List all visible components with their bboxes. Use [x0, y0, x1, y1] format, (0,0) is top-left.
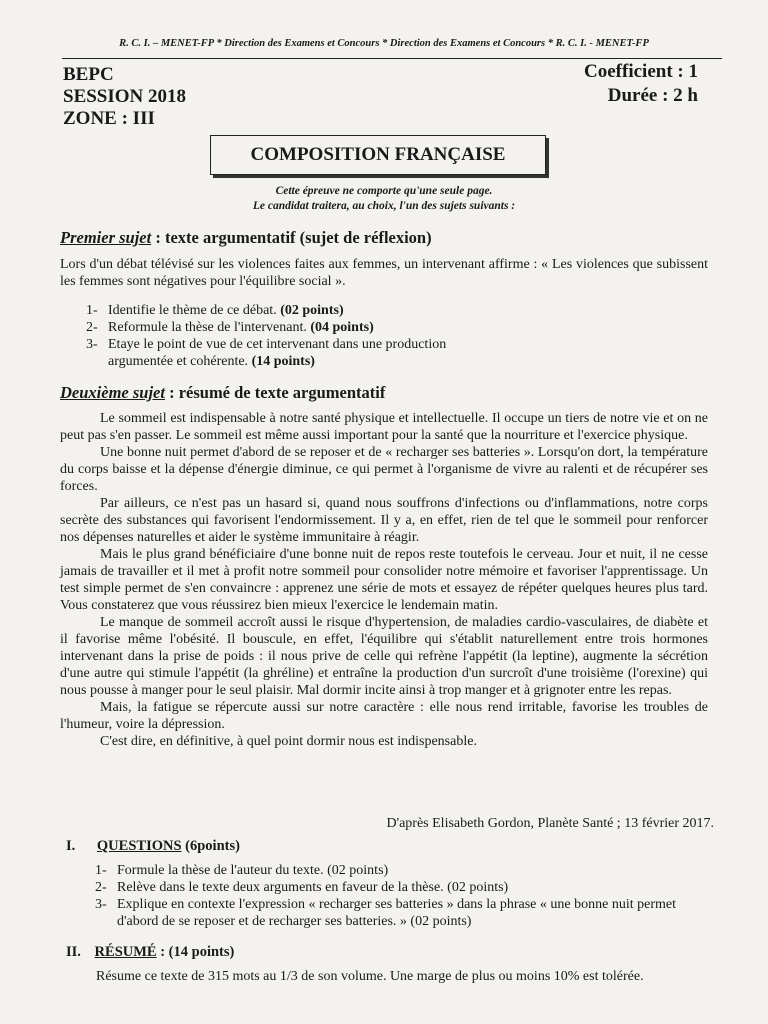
subject2-heading — [60, 383, 385, 403]
subject1-heading — [60, 228, 432, 248]
coefficient: Coefficient : 1 — [584, 61, 698, 82]
questions-points: (6points) — [181, 838, 240, 854]
list-item: 1- Formule la thèse de l'auteur du texte. (02 points) — [95, 863, 389, 878]
exam-name: BEPC — [63, 64, 114, 85]
subject2-title: : résumé de texte argumentatif — [164, 383, 386, 402]
subject1-questions — [86, 302, 706, 370]
page-title: COMPOSITION FRANÇAISE — [250, 144, 506, 165]
subject1-prompt: Lors d'un débat télévisé sur les violences faites aux femmes, un intervenant affirme : « Les violences que subissent les femmes sont négatives pour l'équilibre social ». — [60, 257, 708, 289]
questions-label: QUESTIONS — [96, 838, 182, 854]
text-paragraph: Par ailleurs, ce n'est pas un hasard si, quand nous souffrons d'infections ou d'inflammations, notre corps secrète des substances qui favorisent l'endormissement. Il y a, en effet, rien de tel que le sommeil pour renforcer nos dépenses naturelles et aider le système immunitaire à réagir. — [60, 496, 708, 545]
banner-divider — [62, 58, 722, 59]
page-title-box — [210, 135, 546, 175]
text-paragraph: Le manque de sommeil accroît aussi le risque d'hypertension, de maladies cardio-vasculaires, de diabète et il favorise même l'obésité. Il bouscule, en effet, l'équilibre qui s'établit naturellement entre trois hormones intervenant dans la prise de poids : il nous prive de celle qui refrène l'appétit (la leptine), augmente la sécrétion d'une autre qui stimule l'appétit (la ghréline) et entraîne la production d'un surcroît d'une troisième (l'orexine) qui nous pousse à manger pour le seul plaisir. Mal dormir incite ainsi à trop manger et à grignoter entre les repas. — [60, 615, 708, 698]
text-source: D'après Elisabeth Gordon, Planète Santé ; 13 février 2017. — [386, 816, 714, 831]
instructions — [0, 184, 768, 214]
list-item: 3- Explique en contexte l'expression « recharger ses batteries » dans la phrase « une bonne nuit permet d'abord de se reposer et de recharger ses batteries. » (02 points) — [95, 897, 676, 929]
exam-meta — [584, 60, 698, 108]
questions-roman: I. — [66, 838, 76, 854]
instruction-line-1: Cette épreuve ne comporte qu'une seule page. — [275, 185, 493, 197]
list-item: 2- Reformule la thèse de l'intervenant. (04 points) — [86, 320, 374, 335]
resume-instruction: Résume ce texte de 315 mots au 1/3 de son volume. Une marge de plus ou moins 10% est tolérée. — [96, 969, 644, 984]
text-paragraph: Mais, la fatigue se répercute aussi sur notre caractère : elle nous rend irritable, favorise les troubles de l'humeur, voire la dépression. — [60, 700, 708, 732]
list-item: 3- Etaye le point de vue de cet intervenant dans une production argumentée et cohérente. (14 points) — [86, 337, 447, 369]
text-paragraph: C'est dire, en définitive, à quel point dormir nous est indispensable. — [100, 734, 477, 749]
exam-info — [63, 64, 186, 130]
questions-heading — [66, 838, 240, 855]
duration: Durée : 2 h — [607, 85, 698, 106]
resume-heading — [66, 944, 234, 961]
text-paragraph: Mais le plus grand bénéficiaire d'une bonne nuit de repos reste toutefois le cerveau. Jour et nuit, il ne cesse jamais de travailler et il met à profit notre sommeil pour consolider notre mémoire et favoriser l'apprentissage. Un test simple permet de s'en convaincre : apprenez une série de mots et essayez de répéter quelques heures plus tard. Vous constaterez que vous réussirez bien mieux l'exercice le lendemain matin. — [60, 547, 708, 613]
exam-zone: ZONE : III — [63, 108, 155, 129]
ministry-banner: R. C. I. – MENET-FP * Direction des Examens et Concours * Direction des Examens et Concours * R. C. I. - MENET-FP — [119, 38, 649, 49]
text-paragraph: Une bonne nuit permet d'abord de se reposer et de « recharger ses batteries ». Lorsqu'on dort, la température du corps baisse et la dépense d'énergie diminue, ce qui permet à l'organisme de vivre au ralenti et de récupérer ses forces. — [60, 445, 708, 494]
text-paragraph: Le sommeil est indispensable à notre santé physique et intellectuelle. Il occupe un tiers de notre vie et on ne peut pas s'en passer. Le sommeil est même aussi important pour la santé que la nourriture et l'exercice physique. — [60, 411, 708, 443]
resume-label: RÉSUMÉ — [94, 944, 157, 960]
instruction-line-2: Le candidat traitera, au choix, l'un des sujets suivants : — [252, 200, 516, 212]
resume-roman: II. — [66, 944, 81, 960]
subject2-label: Deuxième sujet — [60, 383, 165, 402]
subject1-label: Premier sujet — [60, 228, 152, 247]
summary-text — [60, 410, 708, 750]
list-item: 1- Identifie le thème de ce débat. (02 points) — [86, 303, 344, 318]
resume-points: : (14 points) — [156, 944, 235, 960]
list-item: 2- Relève dans le texte deux arguments en faveur de la thèse. (02 points) — [95, 880, 509, 895]
exam-session: SESSION 2018 — [63, 86, 187, 107]
questions-list — [95, 862, 705, 930]
subject1-title: : texte argumentatif (sujet de réflexion) — [151, 228, 432, 247]
